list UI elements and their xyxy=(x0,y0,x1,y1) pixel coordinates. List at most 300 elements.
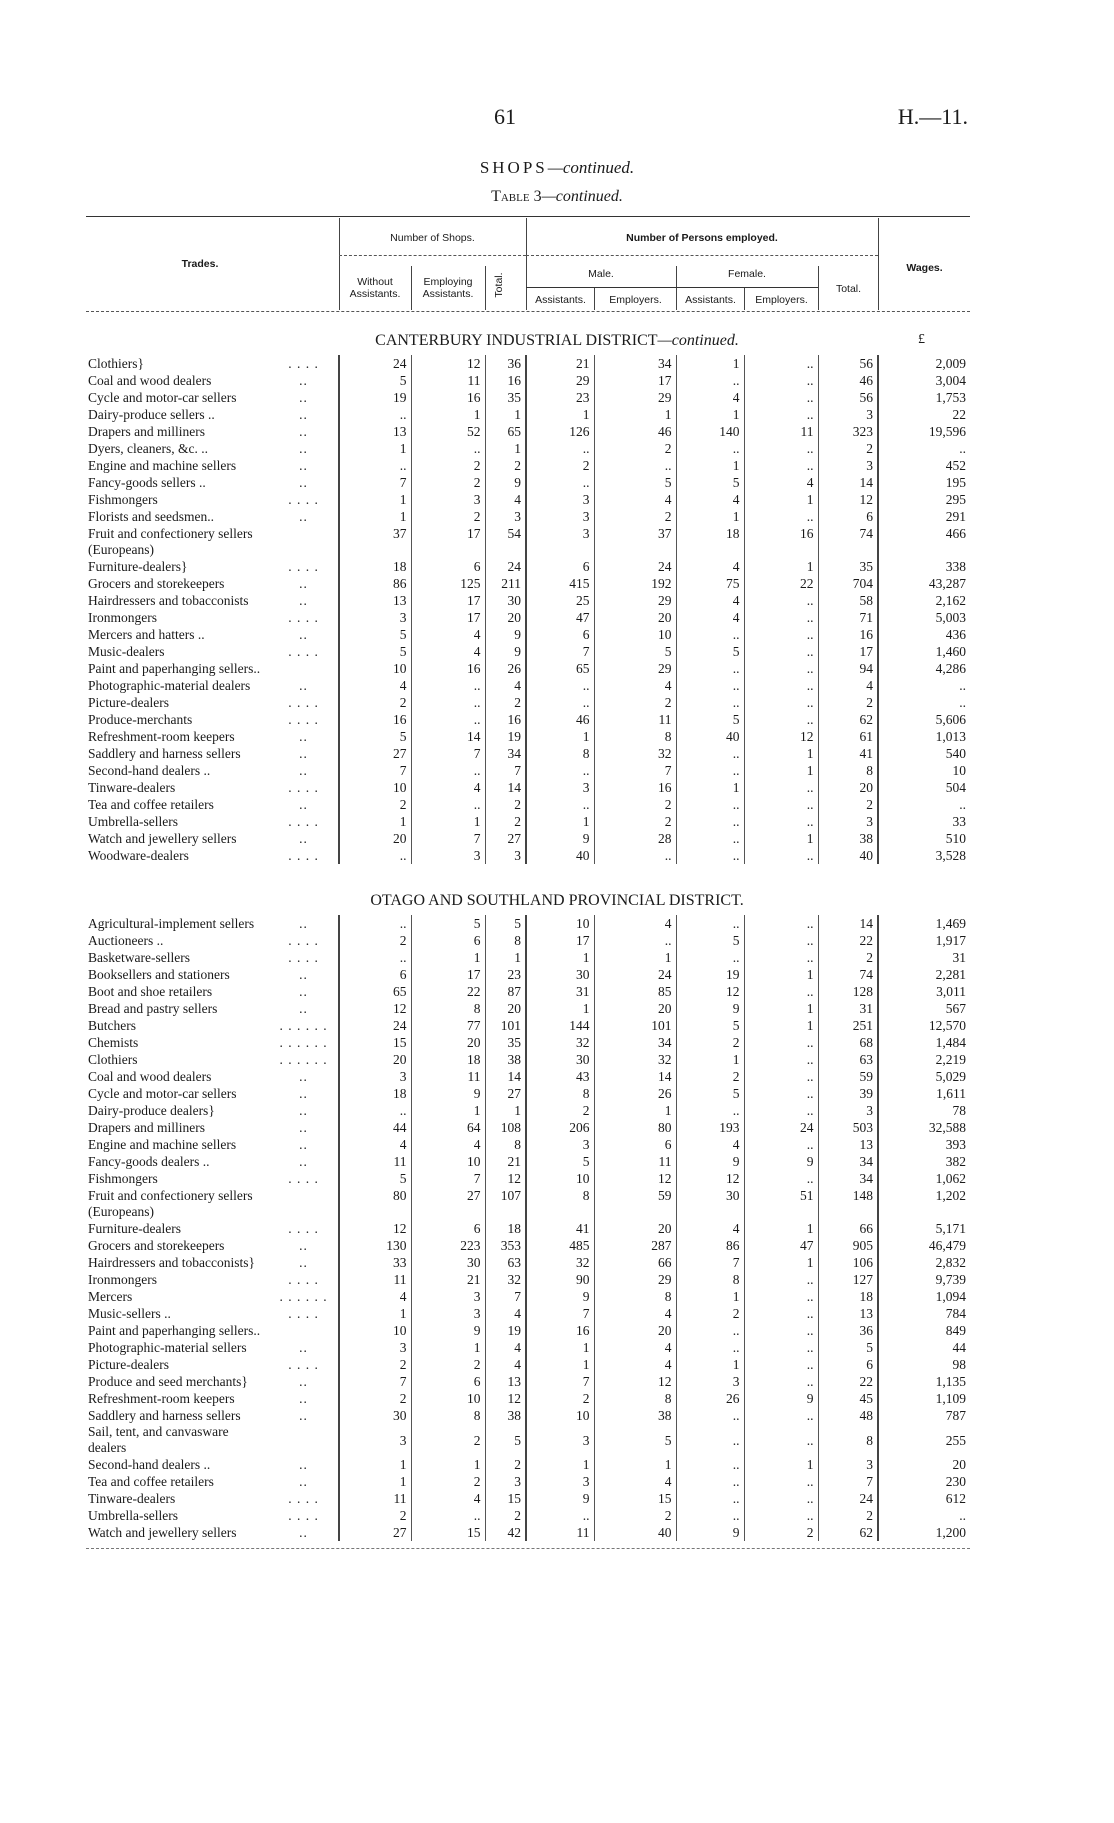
wages-cell: 466 xyxy=(878,525,970,558)
female-employers-cell: 1 xyxy=(744,762,818,779)
total-shops-cell: 7 xyxy=(485,1288,526,1305)
total-shops-cell: 3 xyxy=(485,847,526,864)
employing-assistants-cell: 52 xyxy=(411,423,485,440)
employing-assistants-cell: 4 xyxy=(411,643,485,660)
table-row xyxy=(86,1254,970,1271)
table-title-main: Table 3 xyxy=(491,188,542,205)
total-persons-cell: 12 xyxy=(818,491,878,508)
total-persons-cell: 94 xyxy=(818,660,878,677)
male-employers-cell: 24 xyxy=(594,558,676,575)
without-assistants-cell: 27 xyxy=(339,745,411,762)
female-assistants-cell: 1 xyxy=(676,355,744,372)
employing-assistants-cell: 16 xyxy=(411,389,485,406)
male-employers-cell: 32 xyxy=(594,1051,676,1068)
trade-cell: Produce and seed merchants} xyxy=(88,1373,248,1389)
total-persons-cell: 35 xyxy=(818,558,878,575)
header-divider xyxy=(485,266,486,310)
female-assistants-cell: 1 xyxy=(676,1288,744,1305)
male-employers-cell: 8 xyxy=(594,728,676,745)
without-assistants-cell: 24 xyxy=(339,355,411,372)
wages-cell: 452 xyxy=(878,457,970,474)
total-shops-cell: 18 xyxy=(485,1220,526,1237)
wages-cell: .. xyxy=(878,694,970,711)
trade-cell: Grocers and storekeepers xyxy=(88,1237,225,1253)
female-employers-cell: .. xyxy=(744,1051,818,1068)
wages-cell: 2,219 xyxy=(878,1051,970,1068)
female-assistants-cell: 4 xyxy=(676,592,744,609)
employing-assistants-cell: 4 xyxy=(411,1490,485,1507)
total-persons-cell: 148 xyxy=(818,1187,878,1220)
total-shops-cell: 27 xyxy=(485,1085,526,1102)
header-male-assistants: Assistants. xyxy=(535,294,586,306)
leader-dots: .. xyxy=(299,627,308,642)
employing-assistants-cell: 17 xyxy=(411,609,485,626)
female-assistants-cell: 4 xyxy=(676,1220,744,1237)
male-employers-cell: 4 xyxy=(594,1356,676,1373)
employing-assistants-cell: 1 xyxy=(411,1456,485,1473)
male-employers-cell: 4 xyxy=(594,677,676,694)
female-employers-cell: .. xyxy=(744,389,818,406)
leader-dots: . . . . xyxy=(288,712,319,727)
total-persons-cell: 58 xyxy=(818,592,878,609)
trade-cell: Dyers, cleaners, &c. .. xyxy=(88,440,208,456)
male-employers-cell: 14 xyxy=(594,1068,676,1085)
female-assistants-cell: 75 xyxy=(676,575,744,592)
leader-dots: .. xyxy=(299,916,308,931)
employing-assistants-cell: 9 xyxy=(411,1085,485,1102)
table-row xyxy=(86,609,970,626)
employing-assistants-cell: 1 xyxy=(411,949,485,966)
female-employers-cell: 2 xyxy=(744,1524,818,1541)
total-persons-cell: 22 xyxy=(818,932,878,949)
total-shops-cell: 42 xyxy=(485,1524,526,1541)
total-persons-cell: 68 xyxy=(818,1034,878,1051)
header-employing: Employing Assistants. xyxy=(422,276,474,300)
male-employers-cell: 29 xyxy=(594,1271,676,1288)
male-employers-cell: 15 xyxy=(594,1490,676,1507)
total-persons-cell: 45 xyxy=(818,1390,878,1407)
leader-dots: . . . . xyxy=(288,644,319,659)
leader-dots: .. xyxy=(299,407,308,422)
male-employers-cell: 1 xyxy=(594,406,676,423)
female-employers-cell: 1 xyxy=(744,830,818,847)
female-employers-cell: 22 xyxy=(744,575,818,592)
male-employers-cell: 101 xyxy=(594,1017,676,1034)
total-persons-cell: 34 xyxy=(818,1153,878,1170)
female-employers-cell: 51 xyxy=(744,1187,818,1220)
female-employers-cell: .. xyxy=(744,847,818,864)
without-assistants-cell: 16 xyxy=(339,711,411,728)
total-shops-cell: 27 xyxy=(485,830,526,847)
female-assistants-cell: .. xyxy=(676,677,744,694)
table-row xyxy=(86,1187,970,1220)
total-shops-cell: 211 xyxy=(485,575,526,592)
leader-dots: .. xyxy=(299,763,308,778)
male-employers-cell: 287 xyxy=(594,1237,676,1254)
wages-cell: 504 xyxy=(878,779,970,796)
table-row xyxy=(86,440,970,457)
section-title-canterbury: CANTERBURY INDUSTRIAL DISTRICT—continued. xyxy=(375,332,739,349)
employing-assistants-cell: 7 xyxy=(411,830,485,847)
without-assistants-cell: .. xyxy=(339,949,411,966)
employing-assistants-cell: 3 xyxy=(411,1288,485,1305)
total-shops-cell: 1 xyxy=(485,406,526,423)
leader-dots: .. xyxy=(299,1238,308,1253)
male-assistants-cell: 90 xyxy=(526,1271,594,1288)
male-employers-cell: 20 xyxy=(594,1220,676,1237)
employing-assistants-cell: .. xyxy=(411,677,485,694)
trade-cell: Hairdressers and tobacconists xyxy=(88,592,249,608)
trade-cell: Bread and pastry sellers xyxy=(88,1000,218,1016)
female-assistants-cell: .. xyxy=(676,1322,744,1339)
leader-dots: .. xyxy=(299,797,308,812)
male-employers-cell: 4 xyxy=(594,915,676,932)
wages-cell: 20 xyxy=(878,1456,970,1473)
female-employers-cell: 1 xyxy=(744,745,818,762)
trade-cell: Butchers xyxy=(88,1017,136,1033)
employing-assistants-cell: 2 xyxy=(411,508,485,525)
leader-dots: .. xyxy=(299,1255,308,1270)
trade-cell: Cycle and motor-car sellers xyxy=(88,389,237,405)
wages-cell: .. xyxy=(878,440,970,457)
employing-assistants-cell: .. xyxy=(411,796,485,813)
employing-assistants-cell: .. xyxy=(411,694,485,711)
trade-cell: Florists and seedsmen.. xyxy=(88,508,214,524)
total-shops-cell: 9 xyxy=(485,626,526,643)
leader-dots xyxy=(269,525,339,558)
female-assistants-cell: .. xyxy=(676,762,744,779)
male-assistants-cell: 30 xyxy=(526,966,594,983)
female-employers-cell: .. xyxy=(744,1034,818,1051)
trade-cell: Dairy-produce sellers .. xyxy=(88,406,215,422)
trade-cell: Umbrella-sellers xyxy=(88,813,178,829)
female-employers-cell: .. xyxy=(744,1407,818,1424)
without-assistants-cell: 5 xyxy=(339,626,411,643)
male-assistants-cell: 8 xyxy=(526,1085,594,1102)
wages-cell: 4,286 xyxy=(878,660,970,677)
male-employers-cell: 8 xyxy=(594,1390,676,1407)
leader-dots xyxy=(269,1187,339,1220)
total-persons-cell: 503 xyxy=(818,1119,878,1136)
employing-assistants-cell: 4 xyxy=(411,626,485,643)
female-assistants-cell: 86 xyxy=(676,1237,744,1254)
employing-assistants-cell: 20 xyxy=(411,1034,485,1051)
male-assistants-cell: 9 xyxy=(526,830,594,847)
male-employers-cell: .. xyxy=(594,457,676,474)
male-employers-cell: 8 xyxy=(594,1288,676,1305)
total-persons-cell: 3 xyxy=(818,813,878,830)
employing-assistants-cell: .. xyxy=(411,762,485,779)
male-assistants-cell: 6 xyxy=(526,558,594,575)
female-employers-cell: .. xyxy=(744,1288,818,1305)
total-persons-cell: 3 xyxy=(818,1102,878,1119)
employing-assistants-cell: 8 xyxy=(411,1407,485,1424)
without-assistants-cell: 20 xyxy=(339,830,411,847)
table-row xyxy=(86,966,970,983)
trade-cell: Ironmongers xyxy=(88,609,157,625)
leader-dots: . . . . . . xyxy=(279,1052,328,1067)
without-assistants-cell: 5 xyxy=(339,1170,411,1187)
leader-dots: . . . . xyxy=(288,780,319,795)
male-assistants-cell: 485 xyxy=(526,1237,594,1254)
wages-cell: 78 xyxy=(878,1102,970,1119)
total-persons-cell: 17 xyxy=(818,643,878,660)
female-assistants-cell: 8 xyxy=(676,1271,744,1288)
male-assistants-cell: 3 xyxy=(526,491,594,508)
employing-assistants-cell: 6 xyxy=(411,1373,485,1390)
header-female-employers: Employers. xyxy=(755,294,808,306)
without-assistants-cell: 4 xyxy=(339,677,411,694)
female-employers-cell: .. xyxy=(744,660,818,677)
trade-cell: Fruit and confectionery sellers (Europeans) xyxy=(88,1187,253,1219)
male-employers-cell: 38 xyxy=(594,1407,676,1424)
total-shops-cell: 1 xyxy=(485,1102,526,1119)
total-persons-cell: 59 xyxy=(818,1068,878,1085)
total-persons-cell: 251 xyxy=(818,1017,878,1034)
male-employers-cell: 11 xyxy=(594,711,676,728)
male-employers-cell: 20 xyxy=(594,1000,676,1017)
employing-assistants-cell: 4 xyxy=(411,779,485,796)
trade-cell: Saddlery and harness sellers xyxy=(88,1407,241,1423)
canterbury-table xyxy=(86,355,970,864)
male-employers-cell: 59 xyxy=(594,1187,676,1220)
female-employers-cell: 1 xyxy=(744,491,818,508)
total-shops-cell: 2 xyxy=(485,1507,526,1524)
without-assistants-cell: 4 xyxy=(339,1136,411,1153)
trade-cell: Umbrella-sellers xyxy=(88,1507,178,1523)
leader-dots: . . . . xyxy=(288,610,319,625)
leader-dots: .. xyxy=(299,390,308,405)
trade-cell: Sail, tent, and canvasware dealers xyxy=(88,1424,229,1455)
male-assistants-cell: 10 xyxy=(526,915,594,932)
trade-cell: Chemists xyxy=(88,1034,139,1050)
without-assistants-cell: 1 xyxy=(339,440,411,457)
male-assistants-cell: 1 xyxy=(526,1339,594,1356)
total-shops-cell: 16 xyxy=(485,372,526,389)
female-employers-cell: 1 xyxy=(744,1017,818,1034)
female-employers-cell: .. xyxy=(744,915,818,932)
without-assistants-cell: 1 xyxy=(339,491,411,508)
male-assistants-cell: 126 xyxy=(526,423,594,440)
table-row xyxy=(86,847,970,864)
employing-assistants-cell: 22 xyxy=(411,983,485,1000)
table-row xyxy=(86,745,970,762)
total-persons-cell: 2 xyxy=(818,949,878,966)
wages-cell: 291 xyxy=(878,508,970,525)
leader-dots: . . . . . . xyxy=(279,1035,328,1050)
table-row xyxy=(86,1034,970,1051)
without-assistants-cell: 5 xyxy=(339,372,411,389)
table-row xyxy=(86,1119,970,1136)
wages-cell: 5,171 xyxy=(878,1220,970,1237)
employing-assistants-cell: .. xyxy=(411,1507,485,1524)
leader-dots: .. xyxy=(299,1120,308,1135)
table-row xyxy=(86,1490,970,1507)
trade-cell: Fishmongers xyxy=(88,491,158,507)
male-assistants-cell: 1 xyxy=(526,949,594,966)
page-title-main: SHOPS xyxy=(479,158,548,177)
wages-cell: .. xyxy=(878,1507,970,1524)
female-assistants-cell: 5 xyxy=(676,643,744,660)
without-assistants-cell: 37 xyxy=(339,525,411,558)
table-row xyxy=(86,1136,970,1153)
leader-dots: .. xyxy=(299,1408,308,1423)
total-persons-cell: 22 xyxy=(818,1373,878,1390)
trade-cell: Mercers xyxy=(88,1288,133,1304)
male-assistants-cell: 1 xyxy=(526,1000,594,1017)
wages-cell: 5,003 xyxy=(878,609,970,626)
employing-assistants-cell: 15 xyxy=(411,1524,485,1541)
wages-cell: 567 xyxy=(878,1000,970,1017)
total-persons-cell: 8 xyxy=(818,1424,878,1456)
table-row xyxy=(86,796,970,813)
female-employers-cell: 1 xyxy=(744,1220,818,1237)
female-assistants-cell: 1 xyxy=(676,508,744,525)
trade-cell: Watch and jewellery sellers xyxy=(88,830,237,846)
male-assistants-cell: 8 xyxy=(526,745,594,762)
wages-cell: 230 xyxy=(878,1473,970,1490)
leader-dots: . . . . xyxy=(288,1357,319,1372)
female-assistants-cell: .. xyxy=(676,660,744,677)
male-assistants-cell: 9 xyxy=(526,1490,594,1507)
male-employers-cell: 34 xyxy=(594,355,676,372)
wages-cell: 1,094 xyxy=(878,1288,970,1305)
total-persons-cell: 40 xyxy=(818,847,878,864)
without-assistants-cell: 2 xyxy=(339,796,411,813)
total-shops-cell: 5 xyxy=(485,915,526,932)
wages-cell: 393 xyxy=(878,1136,970,1153)
employing-assistants-cell: 21 xyxy=(411,1271,485,1288)
female-assistants-cell: .. xyxy=(676,813,744,830)
total-shops-cell: 4 xyxy=(485,1339,526,1356)
without-assistants-cell: 33 xyxy=(339,1254,411,1271)
without-assistants-cell: 80 xyxy=(339,1187,411,1220)
page-title-sub: —continued. xyxy=(547,158,635,177)
total-shops-cell: 7 xyxy=(485,762,526,779)
total-shops-cell: 65 xyxy=(485,423,526,440)
leader-dots: .. xyxy=(299,746,308,761)
female-assistants-cell: 1 xyxy=(676,779,744,796)
total-shops-cell: 32 xyxy=(485,1271,526,1288)
total-persons-cell: 2 xyxy=(818,440,878,457)
otago-southland-table xyxy=(86,915,970,1541)
wages-cell: 1,200 xyxy=(878,1524,970,1541)
male-employers-cell: 4 xyxy=(594,1473,676,1490)
male-assistants-cell: 41 xyxy=(526,1220,594,1237)
female-assistants-cell: 7 xyxy=(676,1254,744,1271)
table-row xyxy=(86,626,970,643)
total-shops-cell: 3 xyxy=(485,1473,526,1490)
female-employers-cell: 1 xyxy=(744,1456,818,1473)
female-employers-cell: .. xyxy=(744,1271,818,1288)
table-row xyxy=(86,423,970,440)
wages-cell: .. xyxy=(878,677,970,694)
wages-cell: 5,029 xyxy=(878,1068,970,1085)
employing-assistants-cell: 10 xyxy=(411,1390,485,1407)
male-assistants-cell: 2 xyxy=(526,1102,594,1119)
trade-cell: Furniture-dealers} xyxy=(88,558,188,574)
employing-assistants-cell: 77 xyxy=(411,1017,485,1034)
trade-cell: Furniture-dealers xyxy=(88,1220,181,1236)
trade-cell: Refreshment-room keepers xyxy=(88,728,235,744)
table-row xyxy=(86,1017,970,1034)
female-employers-cell: 4 xyxy=(744,474,818,491)
female-assistants-cell: 5 xyxy=(676,932,744,949)
leader-dots: . . . . xyxy=(288,1306,319,1321)
female-employers-cell: 16 xyxy=(744,525,818,558)
table-bottom-rule xyxy=(86,1548,970,1549)
male-assistants-cell: 10 xyxy=(526,1407,594,1424)
male-assistants-cell: 3 xyxy=(526,525,594,558)
female-employers-cell: 1 xyxy=(744,966,818,983)
leader-dots: . . . . xyxy=(288,1171,319,1186)
header-female: Female. xyxy=(728,268,766,280)
total-shops-cell: 2 xyxy=(485,694,526,711)
without-assistants-cell: 7 xyxy=(339,474,411,491)
trade-cell: Clothiers xyxy=(88,1051,138,1067)
leader-dots: .. xyxy=(299,678,308,693)
leader-dots xyxy=(269,660,339,677)
total-persons-cell: 34 xyxy=(818,1170,878,1187)
total-shops-cell: 12 xyxy=(485,1170,526,1187)
female-employers-cell: .. xyxy=(744,1373,818,1390)
female-employers-cell: .. xyxy=(744,1085,818,1102)
total-shops-cell: 16 xyxy=(485,711,526,728)
total-shops-cell: 9 xyxy=(485,643,526,660)
total-persons-cell: 13 xyxy=(818,1305,878,1322)
employing-assistants-cell: 9 xyxy=(411,1322,485,1339)
female-employers-cell: .. xyxy=(744,796,818,813)
without-assistants-cell: 12 xyxy=(339,1000,411,1017)
male-employers-cell: 4 xyxy=(594,1305,676,1322)
leader-dots xyxy=(269,1424,339,1456)
total-persons-cell: 20 xyxy=(818,779,878,796)
female-assistants-cell: .. xyxy=(676,694,744,711)
without-assistants-cell: 10 xyxy=(339,779,411,796)
trade-cell: Second-hand dealers .. xyxy=(88,1456,211,1472)
wages-cell: 1,611 xyxy=(878,1085,970,1102)
male-assistants-cell: 25 xyxy=(526,592,594,609)
wages-cell: 2,832 xyxy=(878,1254,970,1271)
without-assistants-cell: 1 xyxy=(339,813,411,830)
table-row xyxy=(86,592,970,609)
employing-assistants-cell: 1 xyxy=(411,406,485,423)
female-employers-cell: .. xyxy=(744,1322,818,1339)
wages-cell: 1,484 xyxy=(878,1034,970,1051)
male-assistants-cell: 2 xyxy=(526,457,594,474)
leader-dots: .. xyxy=(299,424,308,439)
without-assistants-cell: 65 xyxy=(339,983,411,1000)
female-employers-cell: 1 xyxy=(744,1254,818,1271)
without-assistants-cell: 13 xyxy=(339,592,411,609)
male-employers-cell: 2 xyxy=(594,813,676,830)
leader-dots: .. xyxy=(299,1069,308,1084)
table-row xyxy=(86,1390,970,1407)
male-assistants-cell: 8 xyxy=(526,1187,594,1220)
header-top-rule xyxy=(86,216,970,217)
female-employers-cell: .. xyxy=(744,643,818,660)
header-male-employers: Employers. xyxy=(609,294,662,306)
without-assistants-cell: 3 xyxy=(339,1424,411,1456)
trade-cell: Boot and shoe retailers xyxy=(88,983,213,999)
table-row xyxy=(86,1524,970,1541)
table-row xyxy=(86,1153,970,1170)
female-assistants-cell: .. xyxy=(676,949,744,966)
table-row xyxy=(86,1000,970,1017)
total-persons-cell: 56 xyxy=(818,355,878,372)
wages-cell: 1,135 xyxy=(878,1373,970,1390)
male-assistants-cell: .. xyxy=(526,694,594,711)
